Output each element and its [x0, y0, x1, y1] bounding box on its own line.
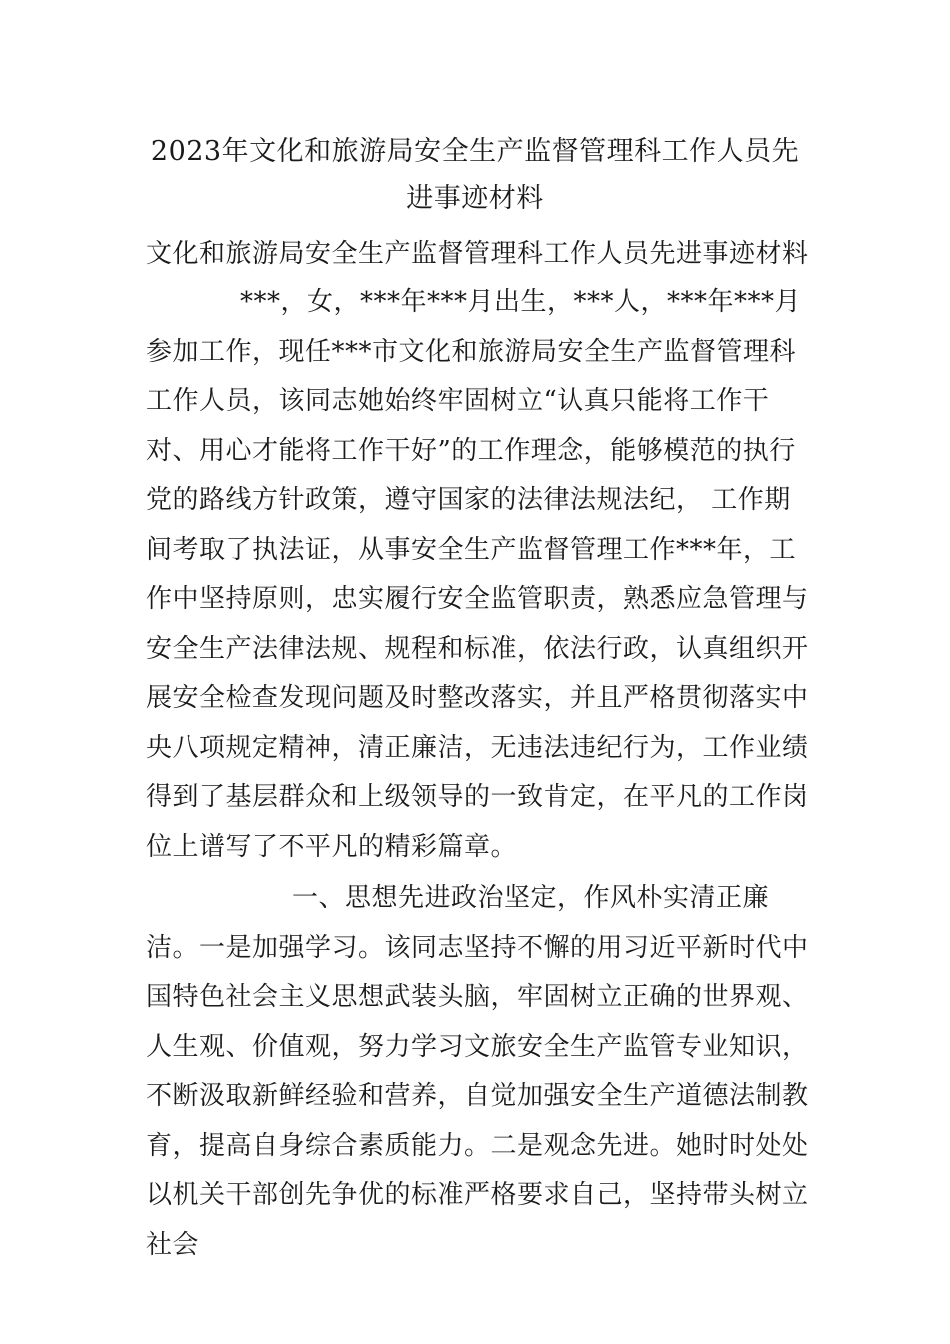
- document-subtitle: 文化和旅游局安全生产监督管理科工作人员先进事迹材料: [146, 239, 809, 269]
- document-title: 2023年文化和旅游局安全生产监督管理科工作人员先进事迹材料: [150, 136, 800, 214]
- paragraph: 一、思想先进政治坚定，作风朴实清正廉洁。一是加强学习。该同志坚持不懈的用习近平新时代中国特色社会主义思想武装头脑，牢固树立正确的世界观、人生观、价值观，努力学习文旅安全生产监管专业知识，不断汲取新鲜经验和营养，自觉加强安全生产道德法制教育，提高自身综合素质能力。二是观念先进。她时时处处以机关干部创先争优的标准严格要求自己，坚持带头树立社会: [146, 883, 809, 1260]
- paragraph: ***，女，***年***月出生，***人，***年***月参加工作，现任***市文化和旅游局安全生产监督管理科工作人员，该同志她始终牢固树立“认真只能将工作干对、用心才能将工作干好”的工作理念，能够模范的执行党的路线方针政策，遵守国家的法律法规法纪， 工作期间考取了执法证，从事安全生产监督管理工作***年，工作中坚持原则，忠实履行安全监管职责，熟悉应急管理与安全生产法律法规、规程和标准，依法行政，认真组织开展安全检查发现问题及时整改落实，并且严格贯彻落实中央八项规定精神，清正廉洁，无违法违纪行为，工作业绩得到了基层群众和上级领导的一致肯定，在平凡的工作岗位上谱写了不平凡的精彩篇章。: [146, 287, 809, 862]
